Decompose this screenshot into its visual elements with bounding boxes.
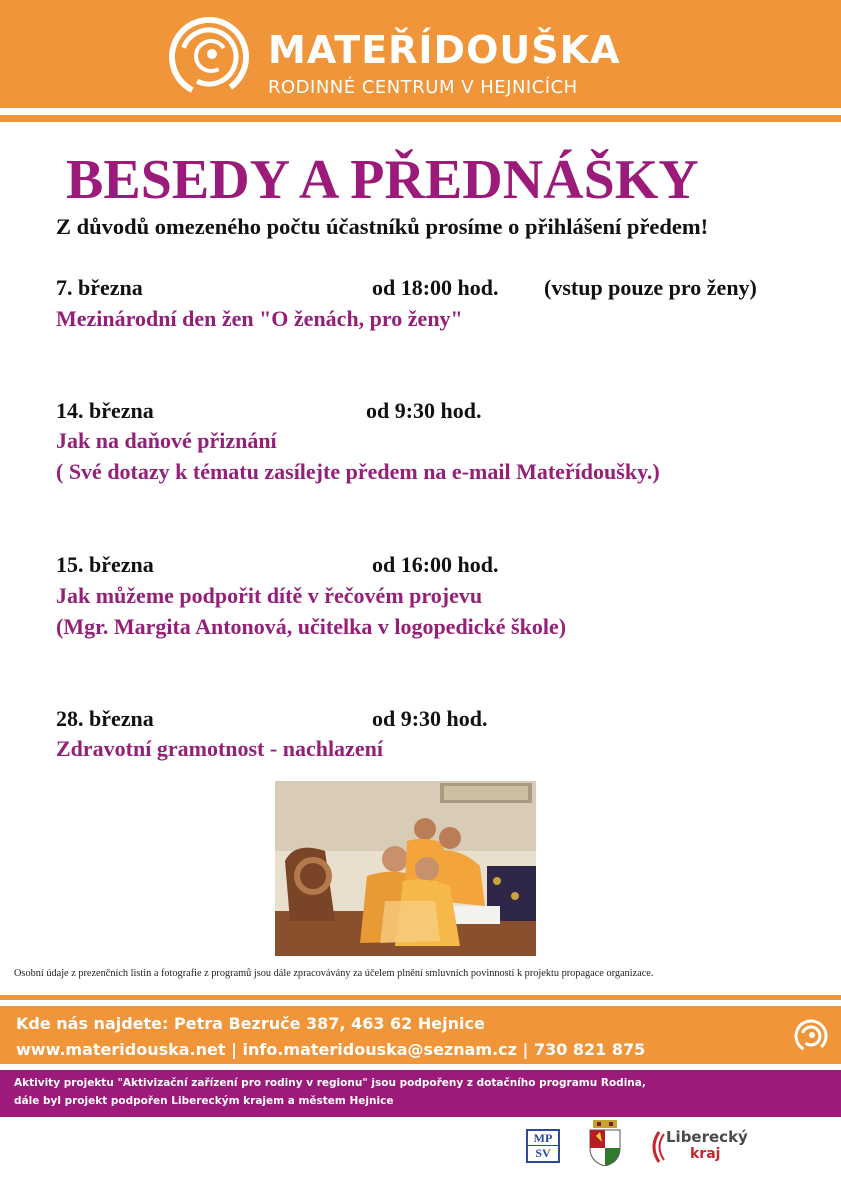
family-photo (275, 781, 536, 956)
event-date: 7. března (56, 275, 143, 300)
event-date: 28. března (56, 706, 154, 731)
materidouska-logo-icon (168, 16, 250, 98)
footer-divider (0, 995, 841, 1000)
mpsv-logo (526, 1129, 560, 1163)
liberecky-kraj-text-1: Liberecký (666, 1128, 748, 1146)
footer-address: Kde nás najdete: Petra Bezruče 387, 463 62 Hejnice (16, 1014, 485, 1033)
event-time: od 18:00 hod. (372, 275, 499, 300)
event-time: od 16:00 hod. (372, 552, 499, 577)
header-divider (0, 115, 841, 122)
event-date: 14. března (56, 398, 154, 423)
event-description: ( Své dotazy k tématu zasílejte předem na e-mail Mateřídoušky.) (56, 459, 660, 484)
event-title: Mezinárodní den žen "O ženách, pro ženy" (56, 306, 463, 331)
brand-subtitle: RODINNÉ CENTRUM V HEJNICÍCH (268, 77, 578, 98)
registration-notice: Z důvodů omezeného počtu účastníků prosíme o přihlášení předem! (56, 214, 709, 239)
funding-text-line2: dále byl projekt podpořen Libereckým krajem a městem Hejnice (14, 1095, 394, 1107)
page-title: BESEDY A PŘEDNÁŠKY (66, 149, 699, 211)
event-note: (vstup pouze pro ženy) (544, 275, 757, 300)
footer-contacts[interactable]: www.materidouska.net | info.materidouska@seznam.cz | 730 821 875 (16, 1040, 646, 1059)
event-time: od 9:30 hod. (372, 706, 488, 731)
event-title: Jak můžeme podpořit dítě v řečovém projevu (56, 583, 483, 608)
event-date: 15. března (56, 552, 154, 577)
event-title: Jak na daňové přiznání (56, 428, 277, 453)
event-title: Zdravotní gramotnost - nachlazení (56, 736, 383, 761)
data-protection-notice: Osobní údaje z prezenčních listin a fotografie z programů jsou dále zpracovávány za účelem plnění smluvních povinností k projektu propagace organizace. (14, 968, 654, 979)
materidouska-small-logo-icon (793, 1018, 829, 1054)
mpsv-logo-bottom: SV (535, 1146, 551, 1160)
mpsv-logo-top: MP (528, 1131, 558, 1146)
brand-name: MATEŘÍDOUŠKA (268, 28, 621, 72)
event-description: (Mgr. Margita Antonová, učitelka v logopedické škole) (56, 614, 567, 639)
event-time: od 9:30 hod. (366, 398, 482, 423)
liberecky-kraj-logo-icon (645, 1130, 665, 1164)
funding-text-line1: Aktivity projektu "Aktivizační zařízení pro rodiny v regionu" jsou podpořeny z dotačního programu Rodina, (14, 1077, 646, 1089)
hejnice-coat-of-arms-icon (588, 1120, 622, 1166)
liberecky-kraj-text-2: kraj (690, 1146, 721, 1162)
